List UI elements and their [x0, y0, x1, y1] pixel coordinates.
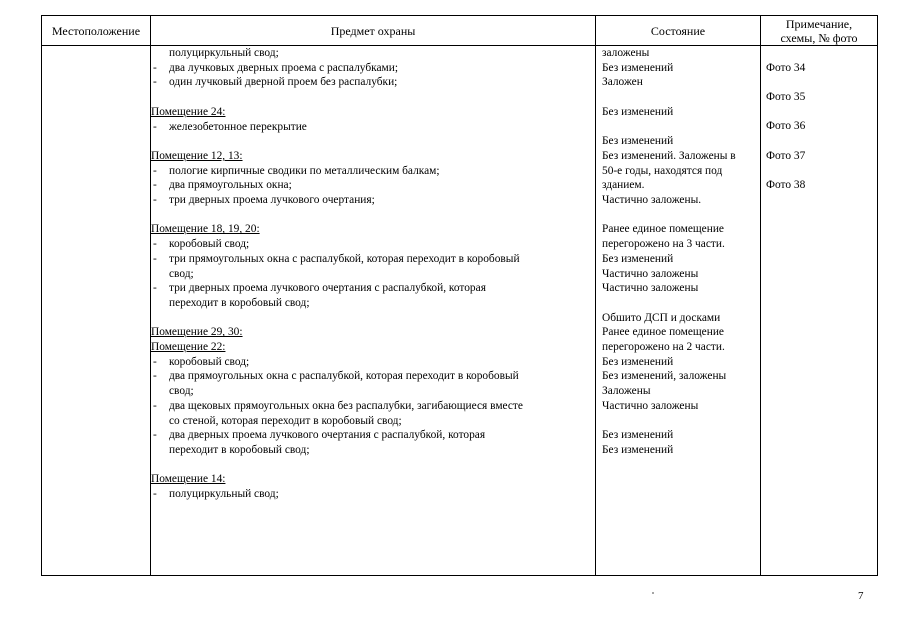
- header-subject: Предмет охраны: [151, 16, 596, 46]
- header-location: Местоположение: [42, 16, 151, 46]
- condition-line: Без изменений: [602, 61, 674, 74]
- room-heading: Помещение 14:: [151, 473, 226, 486]
- protection-table: [41, 15, 878, 576]
- subject-text: два прямоугольных окна с распалубкой, которая переходит в коробовый: [169, 370, 519, 383]
- condition-line: Заложен: [602, 76, 643, 89]
- subject-text: со стеной, которая переходит в коробовый свод;: [169, 414, 402, 427]
- spacer: [761, 105, 877, 120]
- condition-line: заложены: [602, 47, 650, 59]
- subject-text: пологие кирпичные сводики по металлическим балкам;: [169, 164, 440, 177]
- subject-text: два лучковых дверных проема с распалубками;: [169, 61, 398, 74]
- header-note: [761, 16, 878, 46]
- subject-line: [151, 120, 595, 135]
- spacer: [596, 120, 760, 135]
- subject-text: три дверных проема лучкового очертания с распалубкой, которая: [169, 282, 486, 295]
- note-cell: [761, 46, 878, 576]
- condition-cell: [596, 46, 761, 576]
- spacer: [761, 164, 877, 179]
- condition-line: перегорожено на 3 части.: [602, 238, 725, 251]
- subject-line: [151, 61, 595, 76]
- condition-line: Без изменений: [602, 443, 674, 456]
- condition-line: Без изменений. Заложены в: [602, 149, 736, 162]
- condition-line: Частично заложены: [602, 399, 699, 412]
- subject-line: [151, 428, 595, 443]
- list-dash: -: [153, 194, 157, 206]
- list-dash: -: [153, 429, 157, 442]
- header-note-line1: Примечание,: [785, 16, 853, 31]
- location-cell: [42, 46, 151, 576]
- table-header-row: [42, 16, 878, 46]
- list-dash: -: [153, 61, 157, 74]
- header-condition: Состояние: [596, 16, 761, 46]
- condition-line: Без изменений: [602, 105, 674, 118]
- note-line: Фото 34: [766, 61, 806, 74]
- subject-line: [151, 443, 595, 458]
- subject-line: [151, 267, 595, 282]
- subject-line: [151, 237, 595, 252]
- subject-line: [151, 414, 595, 429]
- condition-line: зданием.: [602, 179, 645, 192]
- list-dash: -: [153, 488, 157, 501]
- subject-text: один лучковый дверной проем без распалубки;: [169, 76, 398, 89]
- subject-text: свод;: [169, 267, 194, 280]
- room-heading: Помещение 29, 30:: [151, 326, 243, 339]
- condition-line: Без изменений: [602, 252, 674, 265]
- subject-text: переходит в коробовый свод;: [169, 443, 310, 456]
- subject-line: [151, 164, 595, 179]
- list-dash: -: [153, 370, 157, 383]
- room-heading: Помещение 12, 13:: [151, 149, 243, 162]
- subject-line: [151, 399, 595, 414]
- condition-line: Частично заложены: [602, 267, 699, 280]
- header-note-line2: схемы, № фото: [780, 30, 858, 45]
- spacer: [596, 296, 760, 311]
- condition-line: перегорожено на 2 части.: [602, 341, 725, 353]
- subject-line: [151, 487, 595, 502]
- subject-line: [151, 369, 595, 384]
- spacer: [151, 134, 595, 149]
- subject-line: [151, 384, 595, 399]
- scan-speck: [652, 592, 654, 594]
- condition-line: Обшито ДСП и досками: [602, 311, 721, 324]
- subject-line: [151, 75, 595, 90]
- condition-line: Без изменений: [602, 135, 674, 148]
- subject-line: [151, 355, 595, 370]
- condition-line: 50-е годы, находятся под: [602, 164, 723, 177]
- spacer: [761, 75, 877, 90]
- room-heading: Помещение 22:: [151, 341, 226, 353]
- condition-line: Без изменений: [602, 355, 674, 368]
- condition-line: Без изменений, заложены: [602, 370, 727, 383]
- spacer: [761, 46, 877, 61]
- subject-text: три дверных проема лучкового очертания;: [169, 194, 375, 206]
- subject-text: два прямоугольных окна;: [169, 179, 292, 192]
- condition-line: Ранее единое помещение: [602, 223, 724, 236]
- spacer: [151, 208, 595, 223]
- subject-text: свод;: [169, 385, 194, 398]
- subject-text: коробовый свод;: [169, 238, 250, 251]
- spacer: [761, 134, 877, 149]
- list-dash: -: [153, 399, 157, 412]
- subject-text: железобетонное перекрытие: [169, 120, 307, 133]
- spacer: [596, 414, 760, 429]
- table-body-row: [42, 46, 878, 576]
- spacer: [596, 90, 760, 105]
- subject-line: [151, 252, 595, 267]
- subject-text: полуциркульный свод;: [169, 488, 279, 501]
- spacer: [151, 458, 595, 473]
- spacer: [596, 208, 760, 223]
- subject-line: [151, 281, 595, 296]
- spacer: [151, 90, 595, 105]
- list-dash: -: [153, 252, 157, 265]
- room-heading: Помещение 18, 19, 20:: [151, 223, 260, 236]
- note-line: Фото 35: [766, 91, 806, 104]
- subject-cell: [151, 46, 596, 576]
- list-dash: -: [153, 164, 157, 177]
- page-number: 7: [858, 590, 864, 602]
- subject-text: переходит в коробовый свод;: [169, 296, 310, 309]
- subject-text: два дверных проема лучкового очертания с распалубкой, которая: [169, 429, 486, 442]
- condition-line: Частично заложены.: [602, 194, 702, 206]
- subject-line: [151, 46, 595, 61]
- room-heading: Помещение 24:: [151, 105, 226, 118]
- spacer: [151, 311, 595, 326]
- list-dash: -: [153, 355, 157, 368]
- list-dash: -: [153, 76, 157, 89]
- note-line: Фото 36: [766, 120, 806, 133]
- subject-text: три прямоугольных окна с распалубкой, которая переходит в коробовый: [169, 252, 520, 265]
- condition-line: Частично заложены: [602, 282, 699, 295]
- list-dash: -: [153, 120, 157, 133]
- subject-line: [151, 193, 595, 208]
- condition-line: Заложены: [602, 385, 651, 398]
- subject-text: коробовый свод;: [169, 355, 250, 368]
- note-line: Фото 38: [766, 179, 806, 192]
- subject-line: [151, 296, 595, 311]
- subject-text: два щековых прямоугольных окна без распалубки, загибающиеся вместе: [169, 399, 523, 412]
- condition-line: Ранее единое помещение: [602, 326, 724, 339]
- condition-line: Без изменений: [602, 429, 674, 442]
- note-line: Фото 37: [766, 149, 806, 162]
- list-dash: -: [153, 179, 157, 192]
- list-dash: -: [153, 238, 157, 251]
- list-dash: -: [153, 282, 157, 295]
- subject-text: полуциркульный свод;: [169, 47, 279, 59]
- subject-line: [151, 178, 595, 193]
